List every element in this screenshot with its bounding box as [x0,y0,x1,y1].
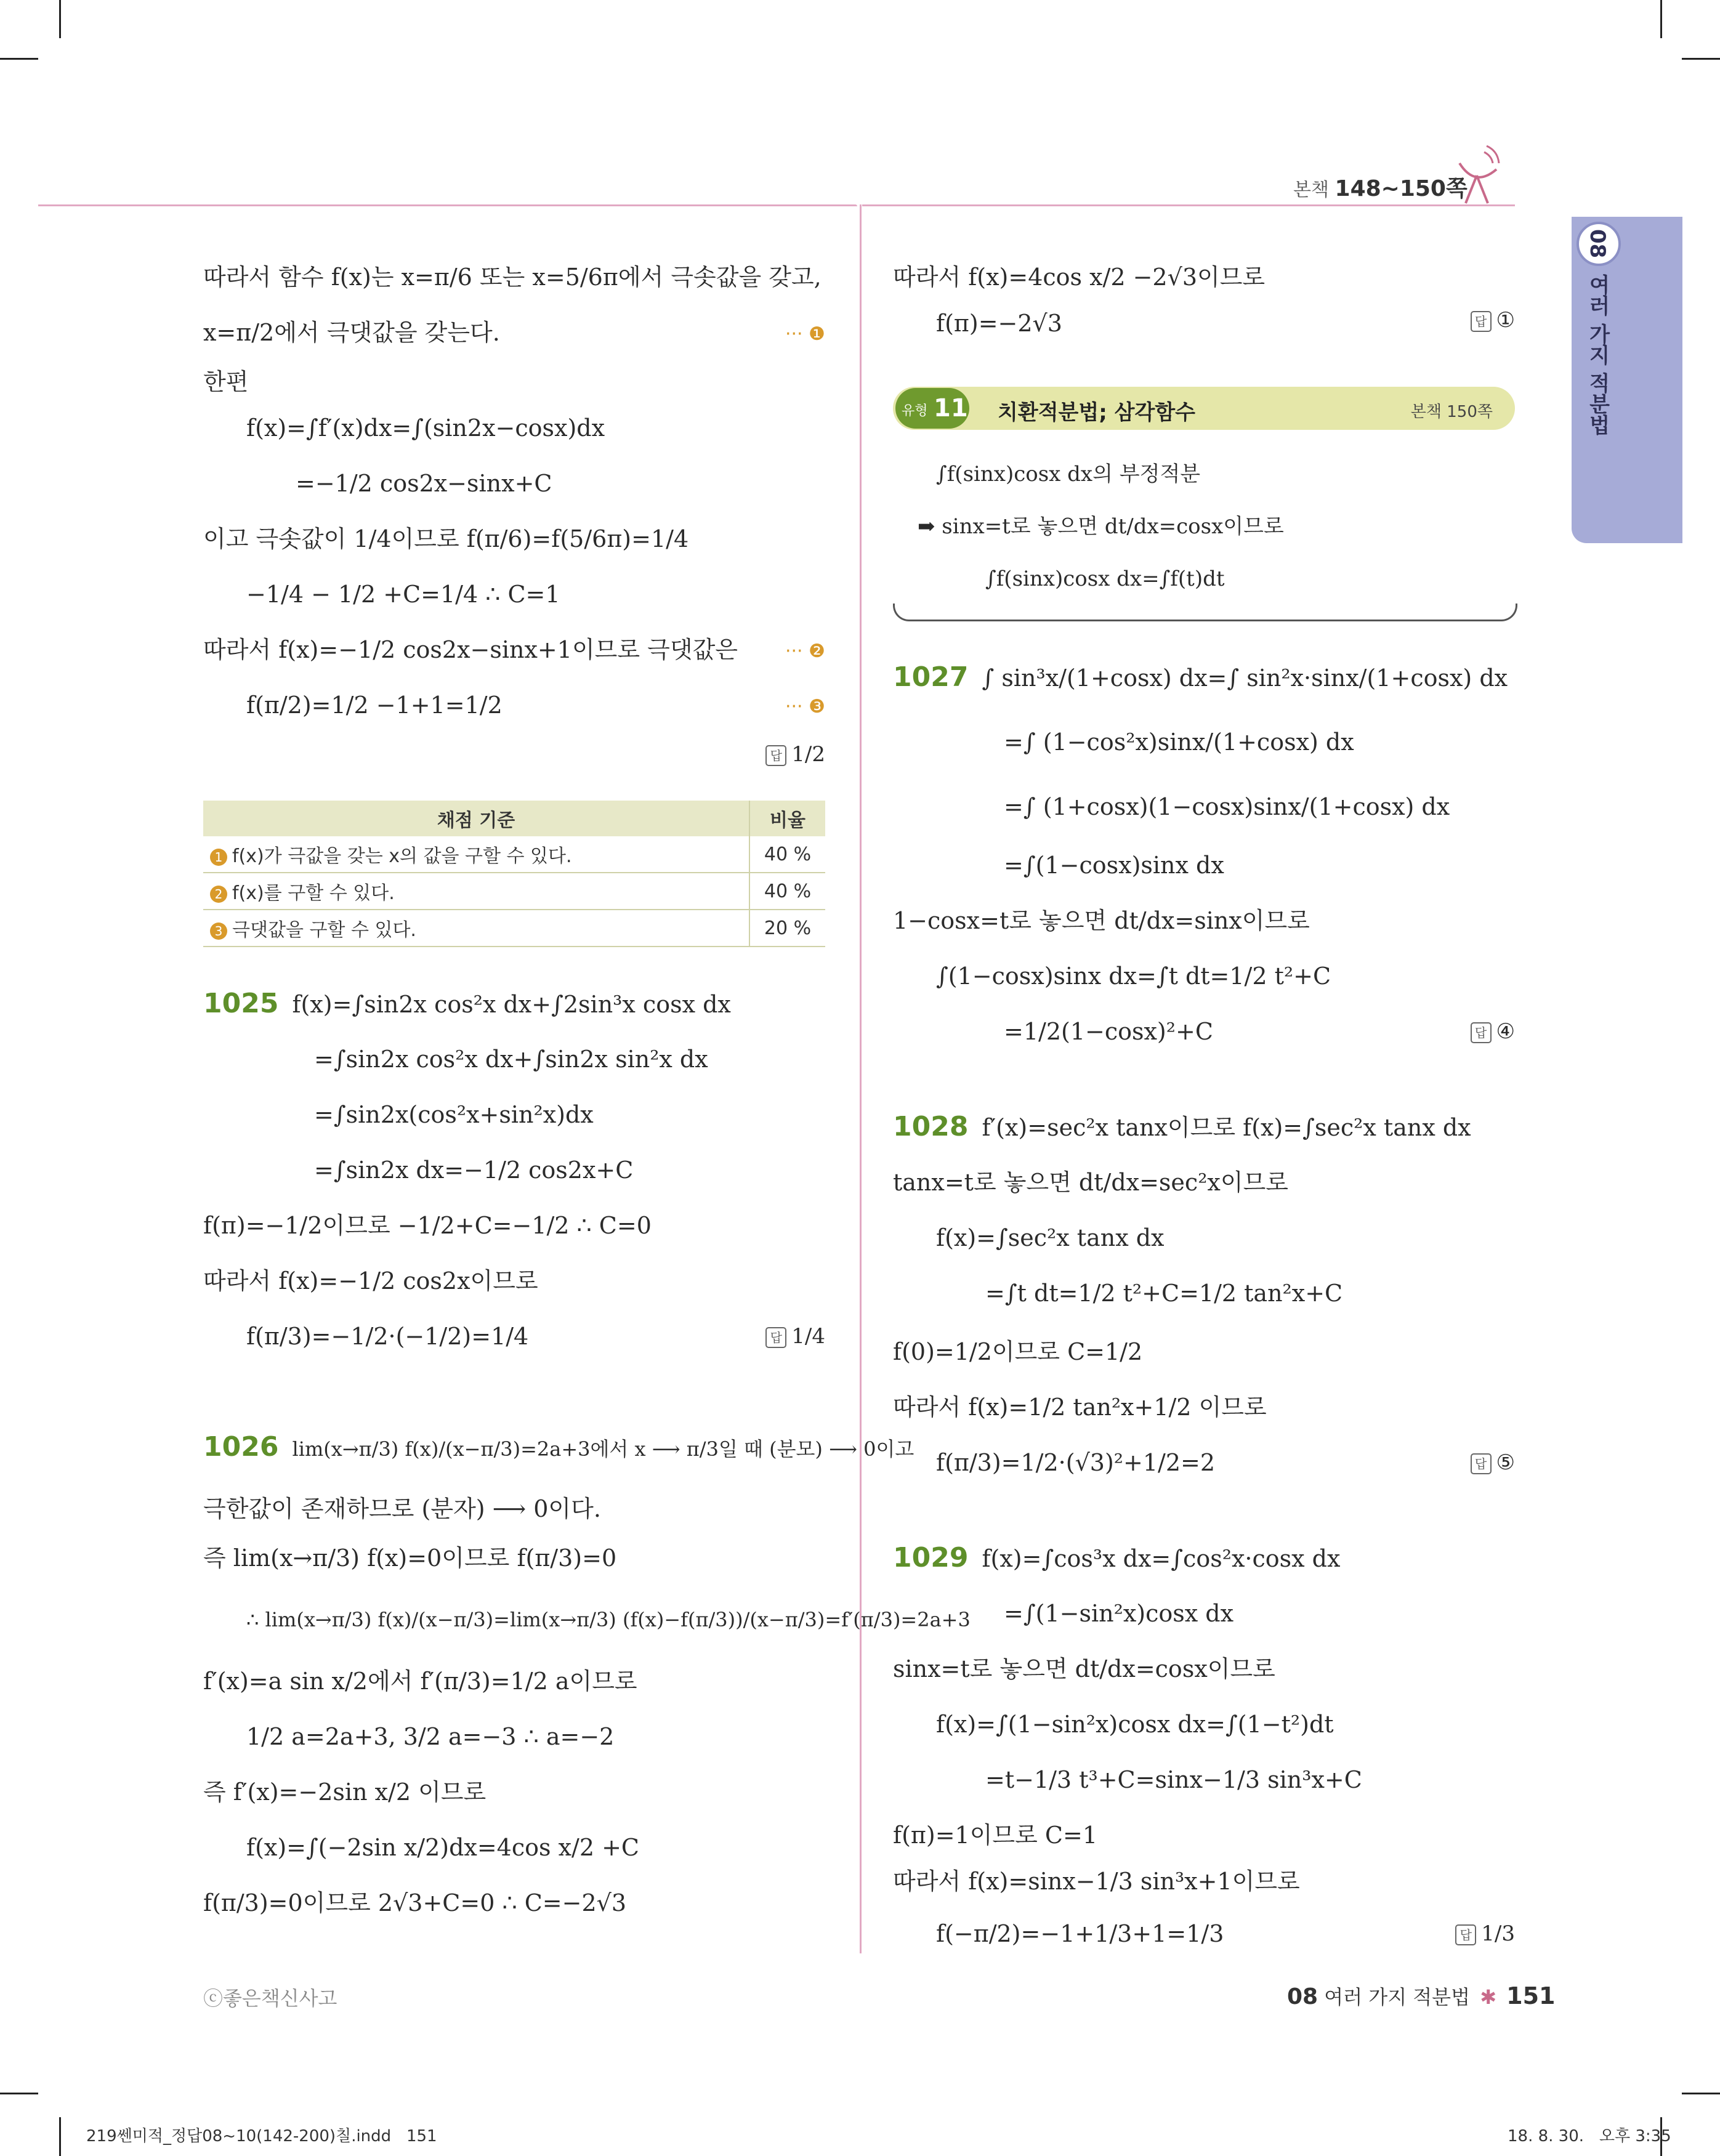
text-line: 따라서 함수 f(x)는 x=π/6 또는 x=5/6π에서 극솟값을 갖고, [203,264,822,291]
grading-criterion: f(x)를 구할 수 있다. [232,882,395,904]
equation-line: f(π)=−2√3 [936,310,1062,337]
text-line: 따라서 f(x)=4cos x/2 −2√3이므로 [893,264,1266,291]
step-marker-2: ··· ❷ [785,640,825,662]
copyright: ⓒ좋은책신사고 [203,1987,337,2010]
equation-line: f(x)=∫(1−sin²x)cosx dx=∫(1−t²)dt [936,1711,1334,1738]
answer-tag-icon: 답 [1471,1022,1492,1043]
answer-1026 [1471,308,1515,333]
problem-number: 1025 [203,988,279,1019]
grading-ratio: 20 % [749,910,825,947]
problem-number: 1029 [893,1542,969,1573]
text-line: f(0)=1/2이므로 C=1/2 [893,1338,1143,1365]
row-number-badge: 1 [210,849,227,866]
type-badge-label: 유형 [902,403,928,419]
equation-line: =∫sin2x dx=−1/2 cos2x+C [314,1157,634,1184]
answer-tag-icon: 답 [765,745,786,766]
crop-mark [0,2093,38,2094]
crop-mark [1660,0,1662,38]
crop-mark [59,0,61,38]
answer-value: 1/4 [791,1324,825,1349]
text-line: 1−cosx=t로 놓으면 dt/dx=sinx이므로 [893,907,1310,934]
type-box-bottom-border [893,604,1517,621]
text-line: f(π)=−1/2이므로 −1/2+C=−1/2 ∴ C=0 [203,1212,652,1239]
equation-line: =∫(1−cosx)sinx dx [1004,852,1224,879]
row-number-badge: 2 [210,886,227,903]
text-line: 한편 [203,368,249,395]
equation-line: =∫ (1+cosx)(1−cosx)sinx/(1+cosx) dx [1004,793,1450,820]
table-row [203,873,825,910]
problem-1027-line [893,659,1508,696]
type-title: 치환적분법; 삼각함수 [998,400,1196,425]
equation-text: lim(x→π/3) f(x)/(x−π/3)=2a+3에서 x ⟶ π/3일 때 (분모) ⟶ 0이고 [292,1437,915,1461]
right-column-top-border [862,204,1515,206]
answer-1024 [765,742,825,767]
problem-1026-line [203,1429,914,1468]
equation-text: f(x)=∫sin2x cos²x dx+∫2sin³x cosx dx [292,991,731,1018]
column-divider [860,204,862,1953]
type-badge [895,388,969,429]
crop-mark [1682,2093,1720,2094]
equation-line: =∫ (1−cos²x)sinx/(1+cosx) dx [1004,729,1354,756]
problem-number: 1027 [893,661,969,693]
answer-value: ⑤ [1496,1450,1515,1475]
equation-line: f(x)=∫sec²x tanx dx [936,1224,1165,1251]
grading-header-ratio: 비율 [749,801,825,836]
book-reference [1293,171,1468,203]
left-column-top-border [38,204,857,206]
type-reference: 본책 150쪽 [1410,403,1493,421]
equation-line: =∫sin2x(cos²x+sin²x)dx [314,1101,594,1128]
right-column [893,259,1515,1971]
chapter-side-tab [1572,217,1682,543]
answer-tag-icon: 답 [765,1327,786,1348]
row-number-badge: 3 [210,923,227,940]
footer-chapter-title: 여러 가지 적분법 [1324,1985,1471,2009]
equation-line: 1/2 a=2a+3, 3/2 a=−3 ∴ a=−2 [246,1723,615,1750]
equation-line: =∫sin2x cos²x dx+∫sin2x sin²x dx [314,1046,708,1073]
problem-number: 1026 [203,1431,279,1463]
footer-chapter-number: 08 [1287,1984,1318,2009]
text-line: f(π)=1이므로 C=1 [893,1822,1098,1849]
grading-criterion: 극댓값을 구할 수 있다. [232,919,416,941]
answer-value: ① [1496,308,1515,333]
answer-1029 [1455,1921,1515,1946]
answer-value: ④ [1496,1019,1515,1044]
grading-header-criteria: 채점 기준 [203,801,749,836]
equation-line: =t−1/3 t³+C=sinx−1/3 sin³x+C [985,1766,1362,1793]
text-line: 즉 lim(x→π/3) f(x)=0이므로 f(π/3)=0 [203,1544,617,1572]
equation-line: f(x)=∫f′(x)dx=∫(sin2x−cosx)dx [246,414,605,442]
answer-1027 [1471,1019,1515,1044]
print-timestamp: 18. 8. 30. 오후 3:35 [1508,2127,1671,2146]
table-row [203,910,825,947]
crop-mark [1682,58,1720,60]
answer-tag-icon: 답 [1471,311,1492,332]
answer-tag-icon: 답 [1455,1924,1476,1945]
equation-line: f(π/2)=1/2 −1+1=1/2 [246,692,503,719]
equation-text: ∫ sin³x/(1+cosx) dx=∫ sin²x·sinx/(1+cosx) dx [982,664,1508,692]
text-line: x=π/2에서 극댓값을 갖는다. [203,319,500,346]
chapter-side-label [1583,229,1613,435]
type-box-line: ∫f(sinx)cosx dx의 부정적분 [936,462,1201,487]
text-line: sinx=t로 놓으면 dt/dx=cosx이므로 [893,1655,1275,1682]
equation-line: =1/2(1−cosx)²+C [1004,1018,1213,1045]
type-box-line: ∫f(sinx)cosx dx=∫f(t)dt [985,567,1225,591]
text-line: 즉 f′(x)=−2sin x/2 이므로 [203,1778,487,1806]
problem-1029-line [893,1540,1340,1577]
equation-line: −1/4 − 1/2 +C=1/4 ∴ C=1 [246,581,560,608]
equation-line: =−1/2 cos2x−sinx+C [296,470,552,497]
equation-line: ∫(1−cosx)sinx dx=∫t dt=1/2 t²+C [936,963,1331,990]
table-row [203,836,825,873]
equation-line: f(π/3)=−1/2·(−1/2)=1/4 [246,1323,529,1350]
type-box-line: ➡ sinx=t로 놓으면 dt/dx=cosx이므로 [918,514,1284,539]
crop-mark [0,58,38,60]
answer-1025 [765,1324,825,1349]
grading-ratio: 40 % [749,836,825,873]
page-number: 151 [1506,1982,1556,2009]
answer-value: 1/2 [791,742,825,767]
text-line: 따라서 f(x)=−1/2 cos2x−sinx+1이므로 극댓값은 [203,636,738,663]
grading-criterion: f(x)가 극값을 갖는 x의 값을 구할 수 있다. [232,846,572,867]
side-tab-chapter-number: 08 [1585,229,1610,259]
step-marker-3: ··· ❸ [785,696,825,717]
text-line: 따라서 f(x)=−1/2 cos2x이므로 [203,1267,538,1294]
book-ref-prefix: 본책 [1293,179,1329,201]
equation-line: ∴ lim(x→π/3) f(x)/(x−π/3)=lim(x→π/3) (f(x)−f(π/3))/(x−π/3)=f′(π/3)=2a+3 [246,1608,971,1631]
equation-line: f(−π/2)=−1+1/3+1=1/3 [936,1920,1224,1947]
equation-text: f(x)=∫cos³x dx=∫cos²x·cosx dx [982,1545,1341,1572]
file-info: 219쎈미적_정답08~10(142-200)칠.indd 151 [86,2127,437,2146]
grading-ratio: 40 % [749,873,825,910]
satellite-dish-icon [1447,145,1503,206]
text-line: 따라서 f(x)=sinx−1/3 sin³x+1이므로 [893,1868,1300,1895]
equation-line: f(π/3)=1/2·(√3)²+1/2=2 [936,1449,1216,1476]
crop-mark [59,2117,61,2156]
text-line: 이고 극솟값이 1/4이므로 f(π/6)=f(5/6π)=1/4 [203,525,689,552]
equation-line: f(x)=∫(−2sin x/2)dx=4cos x/2 +C [246,1834,639,1861]
answer-tag-icon: 답 [1471,1453,1492,1474]
text-line: tanx=t로 놓으면 dt/dx=sec²x이므로 [893,1169,1288,1196]
type-badge-number: 11 [934,394,968,422]
equation-text: f′(x)=sec²x tanx이므로 f(x)=∫sec²x tanx dx [982,1114,1471,1141]
page-footer [1287,1982,1556,2010]
equation-line: =∫t dt=1/2 t²+C=1/2 tan²x+C [985,1280,1343,1307]
problem-number: 1028 [893,1111,969,1142]
answer-1028 [1471,1450,1515,1475]
text-line: 극한값이 존재하므로 (분자) ⟶ 0이다. [203,1495,601,1522]
book-ref-range: 148~150쪽 [1334,176,1468,201]
equation-line: =∫(1−sin²x)cosx dx [1004,1600,1234,1627]
problem-1028-line [893,1108,1471,1146]
grading-table [203,801,825,947]
text-line: f′(x)=a sin x/2에서 f′(π/3)=1/2 a이므로 [203,1668,637,1695]
problem-1025-line [203,985,731,1023]
side-tab-chapter-title: 여러 가지 적분법 [1585,274,1610,435]
answer-value: 1/3 [1481,1921,1515,1946]
type-box-header [893,387,1515,430]
text-line: f(π/3)=0이므로 2√3+C=0 ∴ C=−2√3 [203,1889,627,1916]
text-line: 따라서 f(x)=1/2 tan²x+1/2 이므로 [893,1394,1267,1421]
footer-separator-icon: ✱ [1480,1985,1496,2009]
step-marker-1: ··· ❶ [785,323,825,345]
